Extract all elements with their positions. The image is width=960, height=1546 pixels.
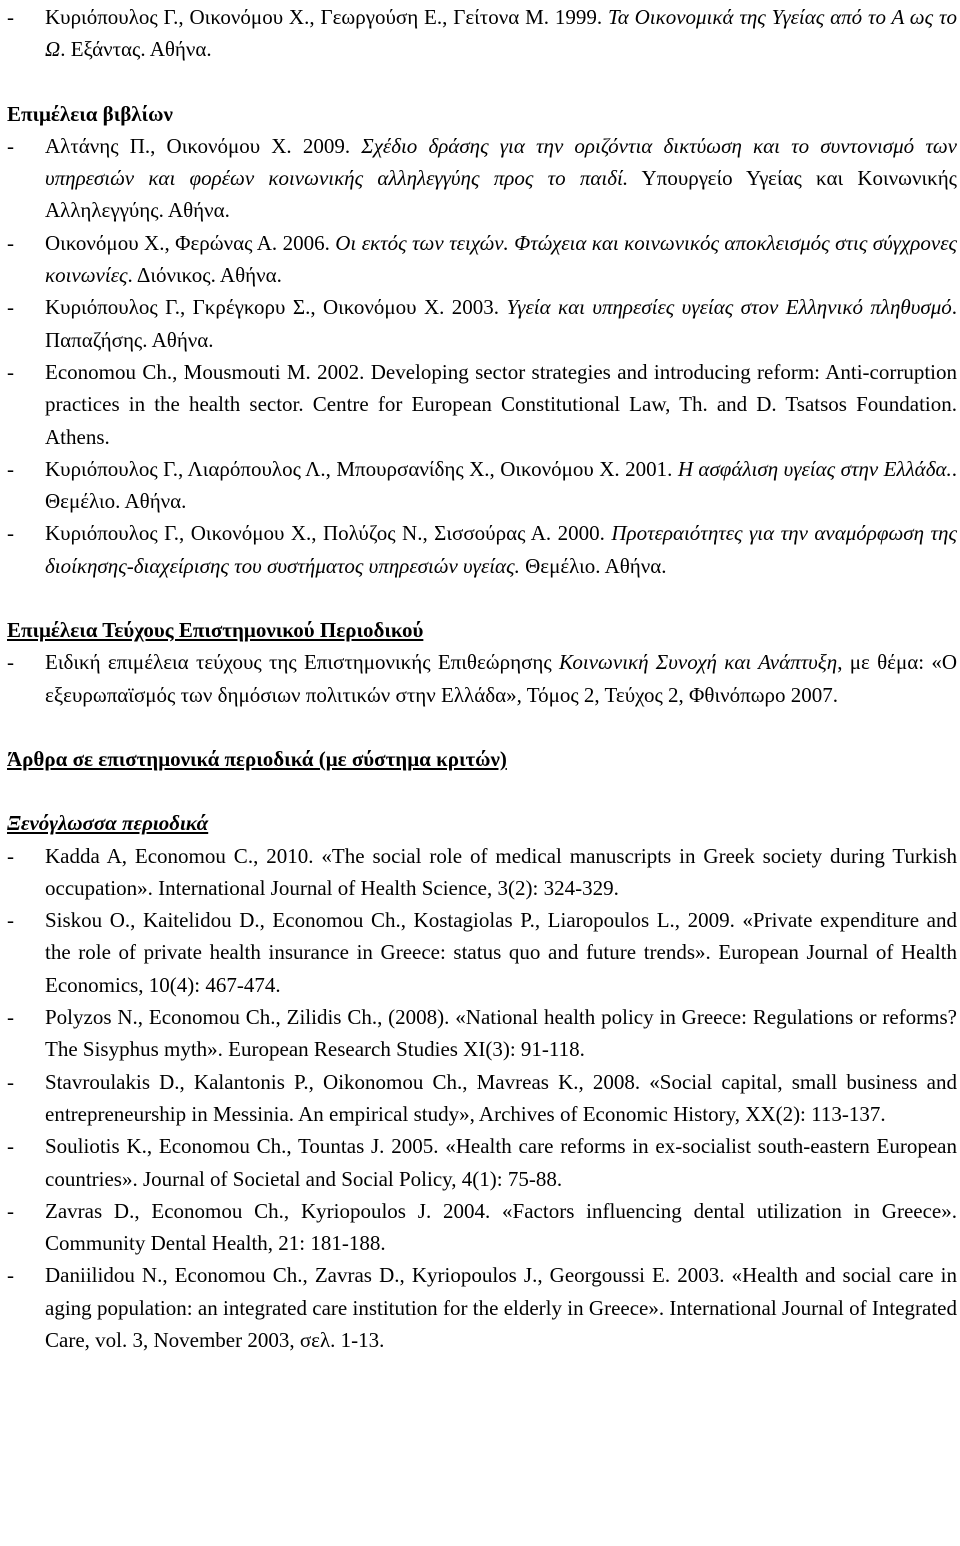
entry-text: Economou Ch., Mousmouti M. 2002. Developing sector strategies and introducing reform: Anti-corruption practices in the health sector. Centre for European Constitutional Law, Th. and D. Tsatsos Foundation. Athens. xyxy=(45,359,957,449)
entry-text: . Διόνικος. Αθήνα. xyxy=(127,263,282,288)
entry-text: , με θέμα: «Ο εξευρωπαϊσμός των δημόσιων πολιτικών στην Ελλάδα», Τόμος 2, Τεύχος 2, Φθινόπωρο 2007. xyxy=(45,650,957,707)
list-item xyxy=(7,904,957,1001)
entry-text: Θεμέλιο. Αθήνα. xyxy=(519,553,667,578)
bullet-dash: - xyxy=(7,295,14,320)
list-item xyxy=(7,646,957,711)
list-item xyxy=(7,840,957,905)
bullet-dash: - xyxy=(7,1069,14,1094)
bullet-dash: - xyxy=(7,1134,14,1159)
bullet-dash: - xyxy=(7,1263,14,1288)
entry-title: Προτεραιότητες για την αναμόρφωση της διοίκησης-διαχείρισης του συστήματος υπηρεσιών υγείας. xyxy=(45,521,957,578)
bullet-dash: - xyxy=(7,1198,14,1223)
entry-title: Κοινωνική Συνοχή και Ανάπτυξη xyxy=(558,650,838,675)
entry-text: Κυριόπουλος Γ., Οικονόμου Χ., Πολύζος Ν., Σισσούρας Α. 2000. xyxy=(45,521,612,546)
list-item xyxy=(7,227,957,292)
entry-text: Stavroulakis D., Kalantonis P., Oikonomou Ch., Mavreas K., 2008. «Social capital, small business and entrepreneurship in Messinia. An empirical study», Archives of Economic History, XX(2): 113-137. xyxy=(45,1069,957,1126)
list-item xyxy=(7,1130,957,1195)
entry-title: Τα Οικονομικά της Υγείας από το Α ως το Ω xyxy=(45,5,957,62)
list-item xyxy=(7,1066,957,1131)
list-item xyxy=(7,130,957,227)
entry-text: Υπουργείο Υγείας και Κοινωνικής Αλληλεγγύης. Αθήνα. xyxy=(45,166,957,223)
entry-title: Οι εκτός των τειχών. Φτώχεια και κοινωνικός αποκλεισμός στις σύγχρονες κοινωνίες xyxy=(45,230,957,288)
list-item xyxy=(7,291,957,356)
section-heading-journal-issue: Επιμέλεια Τεύχους Επιστημονικού Περιοδικού xyxy=(7,618,424,643)
entry-text: Οικονόμου Χ., Φερώνας Α. 2006. xyxy=(45,230,336,255)
entry-text: Souliotis K., Economou Ch., Tountas J. 2005. «Health care reforms in ex-socialist south-eastern European countries». Journal of Societal and Social Policy, 4(1): 75-88. xyxy=(45,1134,957,1191)
document-page xyxy=(7,1,957,1356)
list-item xyxy=(7,1195,957,1260)
bullet-dash: - xyxy=(7,5,14,29)
bullet-dash: - xyxy=(7,456,14,481)
entry-text: . Παπαζήσης. Αθήνα. xyxy=(45,295,957,352)
entry-text: Zavras D., Economou Ch., Kyriopoulos J. 2004. «Factors influencing dental utilization in Greece». Community Dental Health, 21: 181-188. xyxy=(45,1198,957,1256)
list-item xyxy=(7,1259,957,1356)
list-item xyxy=(7,1001,957,1066)
section-heading-book-editing: Επιμέλεια βιβλίων xyxy=(7,101,173,126)
entry-text: Αλτάνης Π., Οικονόμου Χ. 2009. xyxy=(45,133,362,158)
bullet-dash: - xyxy=(7,521,14,546)
bullet-dash: - xyxy=(7,133,14,158)
bullet-dash: - xyxy=(7,1005,14,1030)
section-heading-foreign-journals: Ξενόγλωσσα περιοδικά xyxy=(7,811,209,836)
list-item xyxy=(7,517,957,582)
bullet-dash: - xyxy=(7,843,14,868)
entry-text: Siskou O., Kaitelidou D., Economou Ch., Kostagiolas P., Liaropoulos L., 2009. «Private expenditure and the role of private health insurance in Greece: status quo and future trends». European Journal of Health Economics, 10(4): 467-474. xyxy=(45,908,957,997)
entry-title: Η ασφάλιση υγείας στην Ελλάδα. xyxy=(677,456,952,481)
entry-text: Κυριόπουλος Γ., Οικονόμου Χ., Γεωργούση Ε., Γείτονα Μ. 1999. xyxy=(45,5,608,29)
entry-text: Daniilidou N., Economou Ch., Zavras D., Kyriopoulos J., Georgoussi E. 2003. «Health and social care in aging population: an integrated care institution for the elderly in Greece». International Journal of Integrated Care, vol. 3, November 2003, σελ. 1-13. xyxy=(45,1263,957,1352)
list-item xyxy=(7,356,957,453)
bullet-dash: - xyxy=(7,230,14,255)
entry-text: Kadda A, Economou C., 2010. «The social role of medical manuscripts in Greek society during Turkish occupation». International Journal of Health Science, 3(2): 324-329. xyxy=(45,843,957,900)
entry-text: Κυριόπουλος Γ., Γκρέγκορυ Σ., Οικονόμου Χ. 2003. xyxy=(45,295,507,320)
list-item xyxy=(7,453,957,518)
entry-title: Υγεία και υπηρεσίες υγείας στον Ελληνικό πληθυσμό xyxy=(506,295,952,320)
bullet-dash: - xyxy=(7,908,14,933)
entry-text: . Θεμέλιο. Αθήνα. xyxy=(45,456,957,514)
entry-title: Σχέδιο δράσης για την οριζόντια δικτύωση και το συντονισμό των υπηρεσιών και φορέων κοινωνικής αλληλεγγύης προς το παιδί. xyxy=(45,133,957,191)
entry-text: Polyzos N., Economou Ch., Zilidis Ch., (2008). «National health policy in Greece: Regulations or reforms? The Sisyphus myth». European Research Studies XI(3): 91-118. xyxy=(45,1005,957,1062)
bullet-dash: - xyxy=(7,359,14,384)
section-heading-articles: Άρθρα σε επιστημονικά περιοδικά (με σύστημα κριτών) xyxy=(7,746,507,771)
list-item xyxy=(7,1,957,66)
bullet-dash: - xyxy=(7,650,14,675)
entry-text: . Εξάντας. Αθήνα. xyxy=(60,37,212,62)
entry-text: Ειδική επιμέλεια τεύχους της Επιστημονικής Επιθεώρησης xyxy=(45,650,559,675)
entry-text: Κυριόπουλος Γ., Λιαρόπουλος Λ., Μπουρσανίδης Χ., Οικονόμου Χ. 2001. xyxy=(45,456,678,481)
